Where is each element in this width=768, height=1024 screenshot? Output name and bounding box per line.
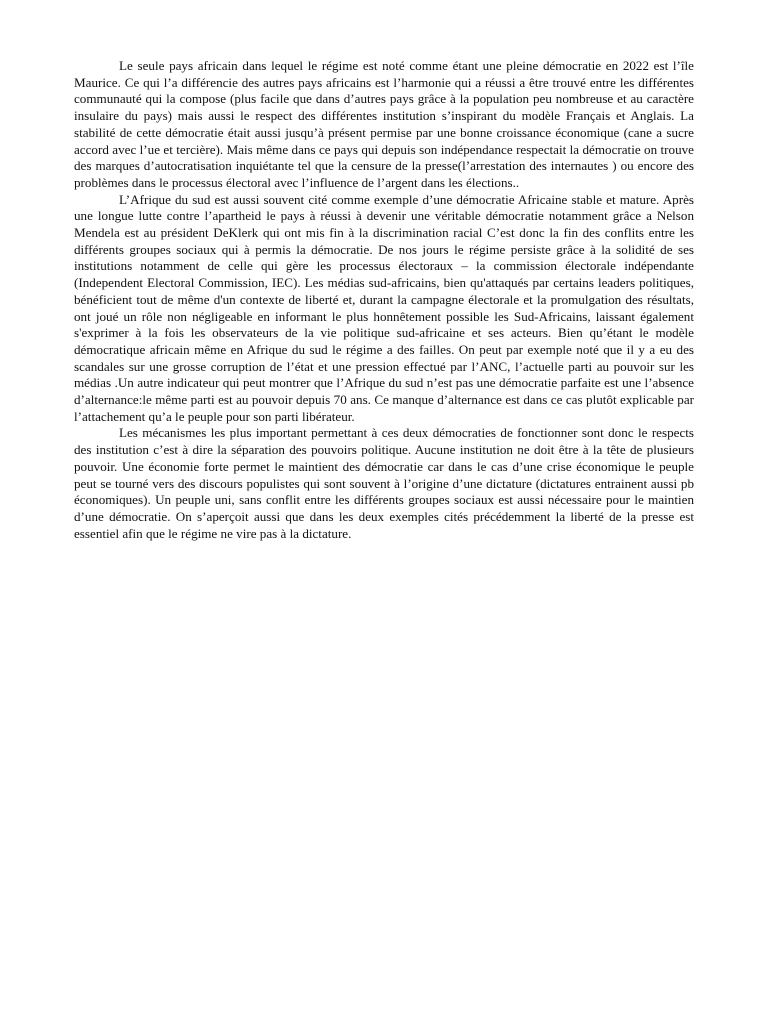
paragraph-maurice: Le seule pays africain dans lequel le régime est noté comme étant une pleine démocratie en 2022 est l’île Maurice. Ce qui l’a différencie des autres pays africains est l’harmonie qui a réussi a être trouvé entre les différentes communauté qui la compose (plus facile que dans d’autres pays grâce à la population peu nombreuse et au caractère insulaire du pays) mais aussi le respect des différentes institution s’inspirant du modèle Français et Anglais. La stabilité de cette démocratie était aussi jusqu’à présent permise par une bonne croissance économique (cane a sucre accord avec l’ue et tercière). Mais même dans ce pays qui depuis son indépendance respectait la démocratie on trouve des marques d’autocratisation inquiétante tel que la censure de la presse(l’arrestation des internautes ) ou encore des problèmes dans le processus électoral avec l’influence de l’argent dans les élections.. — [74, 58, 694, 190]
paragraph-afrique-du-sud: L’Afrique du sud est aussi souvent cité comme exemple d’une démocratie Africaine stable et mature. Après une longue lutte contre l’apartheid le pays à réussi à devenir une véritable démocratie notamment grâce a Nelson Mendela est au président DeKlerk qui ont mis fin à la discrimination racial C’est donc la fin des conflits entre les différents groupes sociaux qui à permis la démocratie. De nos jours le régime persiste grâce à la solidité de ses institutions notamment de celle qui gère les processus électoraux – la commission électorale indépendante (Independent Electoral Commission, IEC). Les médias sud-africains, bien qu'attaqués par certains leaders politiques, bénéficient tout de même d'un contexte de liberté et, durant la campagne électorale et la promulgation des résultats, ont joué un rôle non négligeable en informant le plus honnêtement possible les Sud-Africains, laissant également s'exprimer à la fois les observateurs de la vie politique sud-africaine et ses acteurs. Bien qu’étant le modèle démocratique africain même en Afrique du sud le régime a des failles. On peut par exemple noté que il y a eu des scandales sur une grosse corruption de l’état et une pression effectué par l’ANC, l’actuelle parti au pouvoir sur les médias .Un autre indicateur qui peut montrer que l’Afrique du sud n’est pas une démocratie parfaite est une l’absence d’alternance:le même parti est au pouvoir depuis 70 ans. Ce manque d’alternance est dans ce cas plutôt explicable par l’attachement qu’a le peuple pour son parti libérateur. — [74, 191, 694, 424]
paragraph-conclusion: Les mécanismes les plus important permettant à ces deux démocraties de fonctionner sont donc le respects des institution c’est à dire la séparation des pouvoirs politique. Aucune institution ne doit être à la tête de plusieurs pouvoir. Une économie forte permet le maintient des démocratie car dans le cas d’une crise économique le peuple peut se tourné vers des discours populistes qui sont souvent à l’origine d’une dictature (dictatures entrainent aussi pb économiques). Un peuple uni, sans conflit entre les différents groupes sociaux est aussi nécessaire pour le maintien d’une démocratie. On s’aperçoit aussi que dans les deux exemples cités précédemment la liberté de la presse est essentiel afin que le régime ne vire pas à la dictature. — [74, 425, 694, 541]
document-page — [74, 58, 694, 542]
